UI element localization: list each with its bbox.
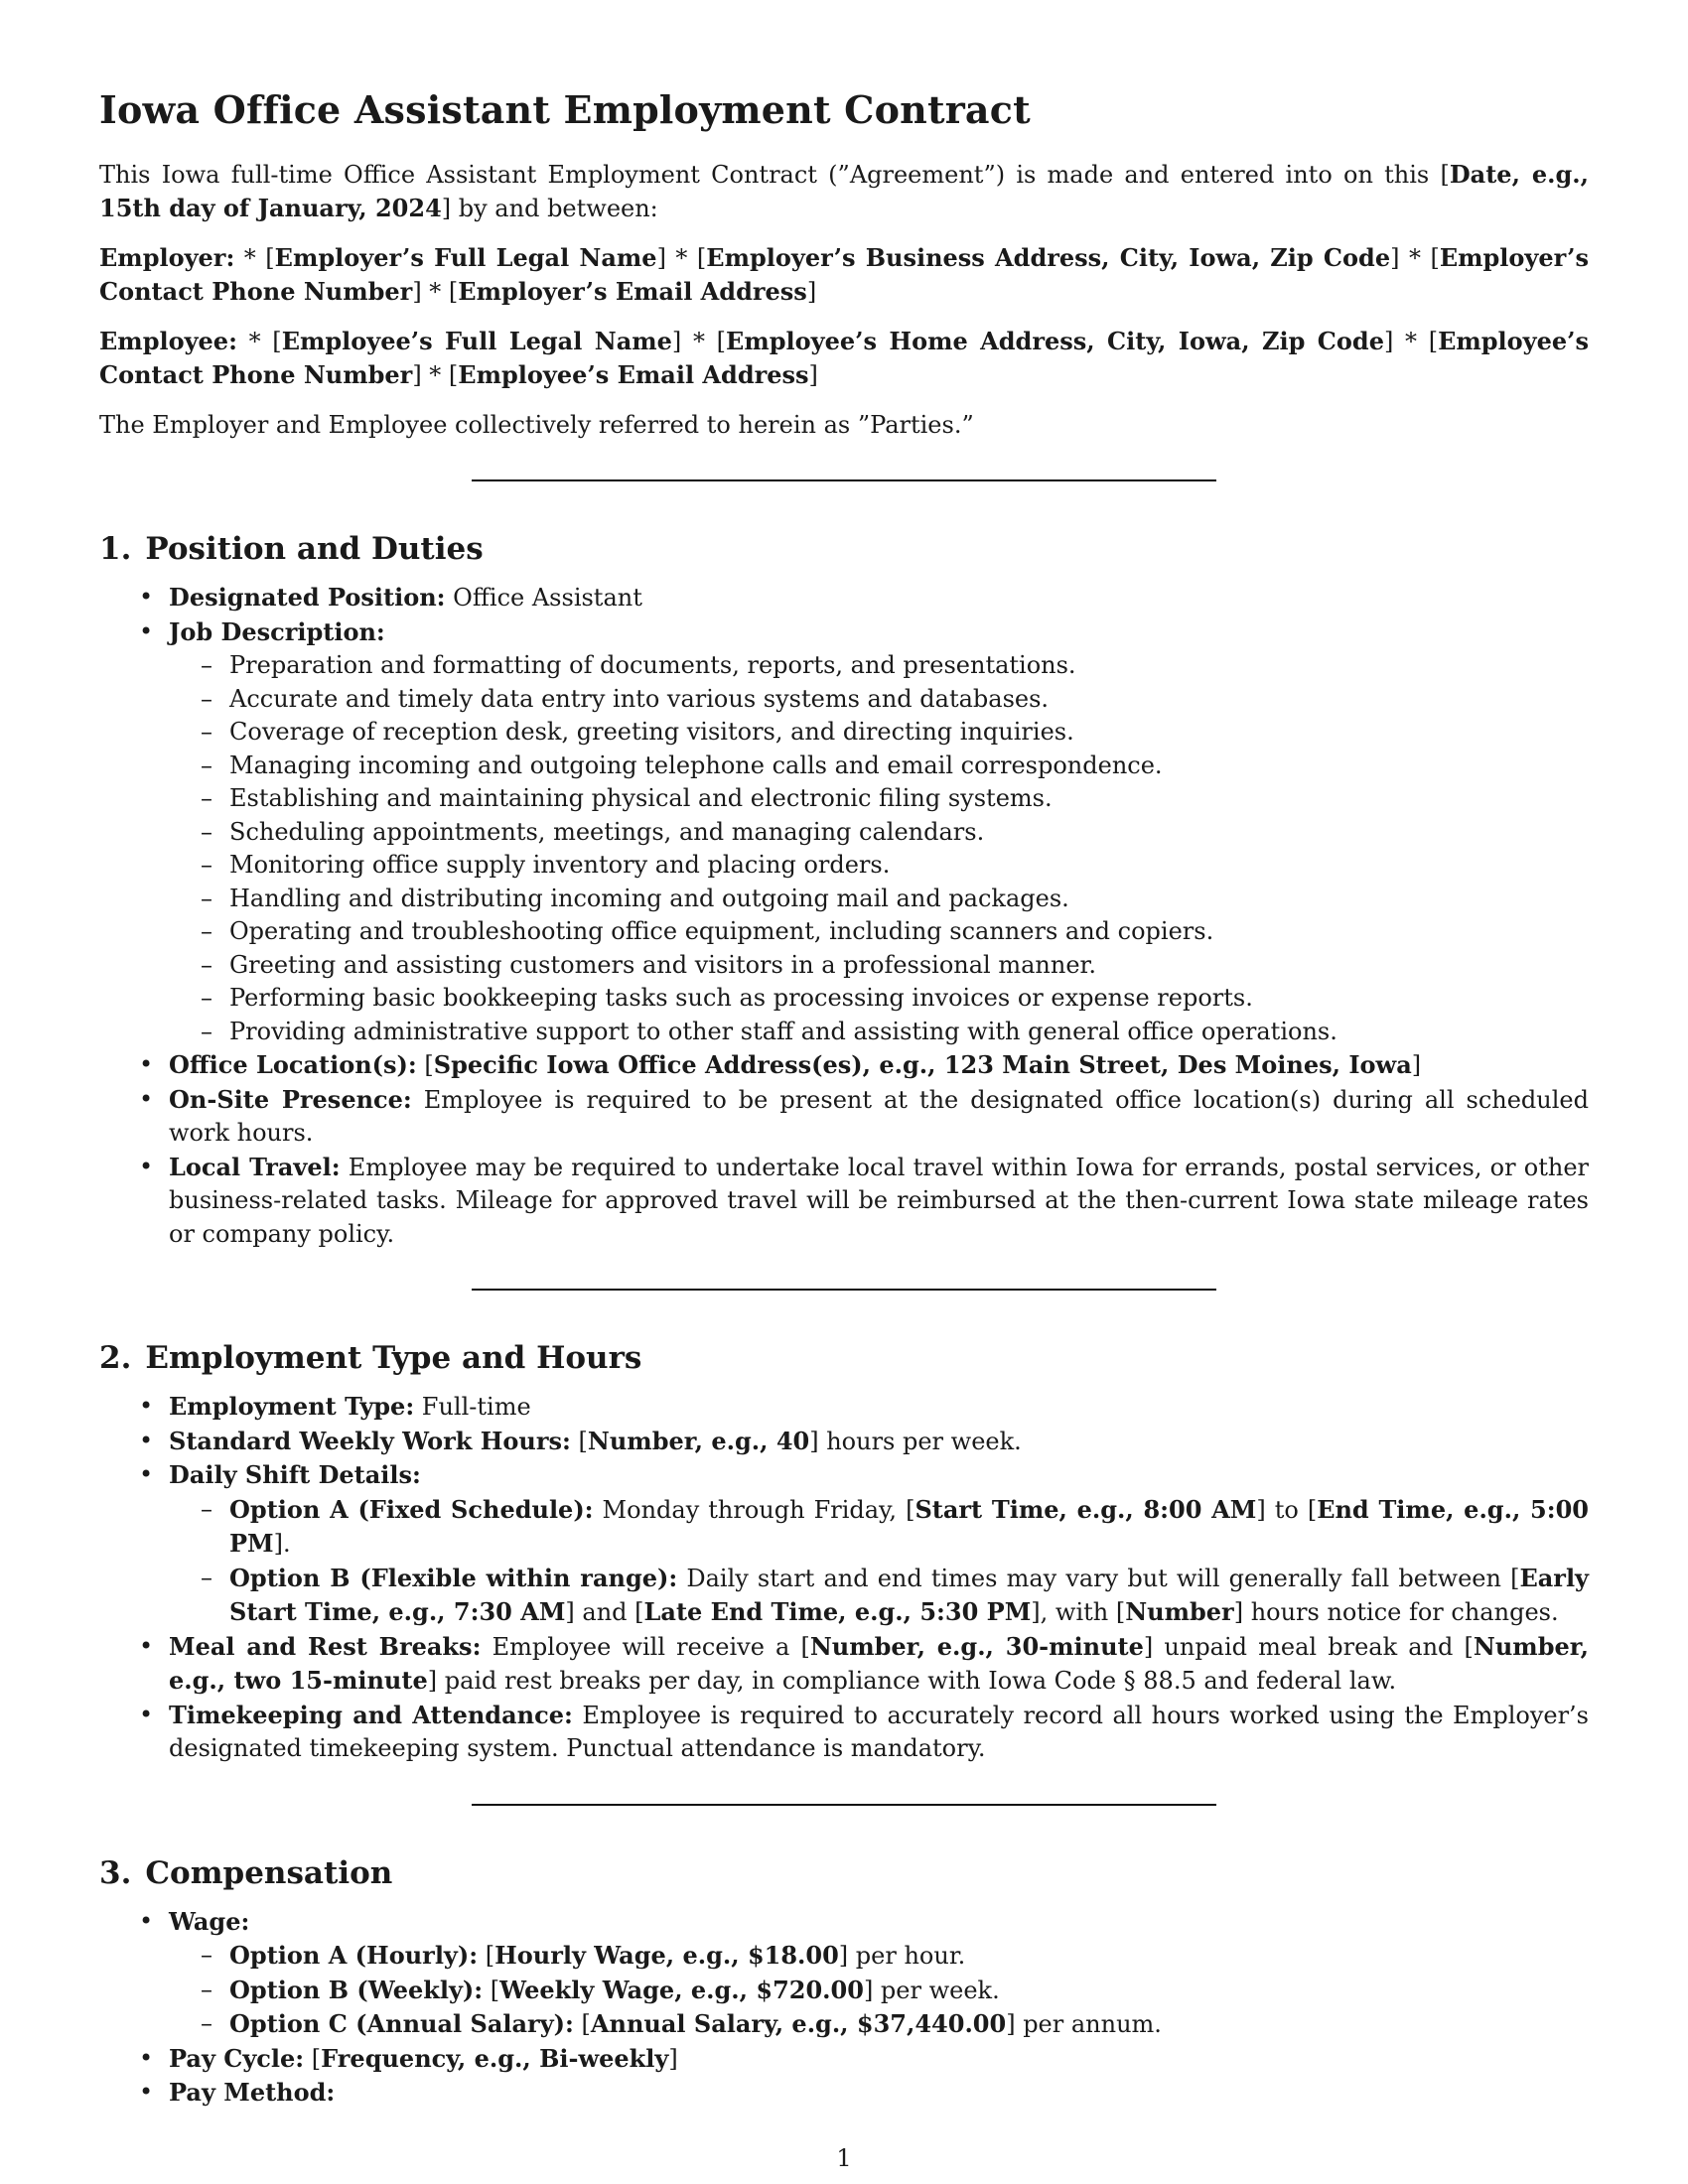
list-item: • On-Site Presence: Employee is required to be present at the designated office location(s) during all scheduled work hours. xyxy=(99,1083,1589,1151)
employee-name: Employee’s Full Legal Name xyxy=(281,327,672,355)
employer-phone: Employer’s Contact Phone Number xyxy=(99,243,1590,306)
employee-label: Employee: xyxy=(99,327,237,355)
section-heading: 3. Compensation xyxy=(99,1854,393,1891)
duty-item: – Coverage of reception desk, greeting visitors, and directing inquiries. xyxy=(169,716,1589,750)
duty-item: – Greeting and assisting customers and visitors in a professional manner. xyxy=(169,949,1589,983)
list-item: • Local Travel: Employee may be required to undertake local travel within Iowa for errands, postal services, or other business-related tasks. Mileage for approved travel will be reimbursed at the then-current Iowa state mileage rates or company policy. xyxy=(99,1151,1589,1252)
shift-option: – Option B (Flexible within range): Daily start and end times may vary but will generally fall between [Early Start Time, e.g., 7:30 AM] and [Late End Time, e.g., 5:30 PM], with [Number] hours notice for changes. xyxy=(169,1562,1589,1630)
list-item: • Wage: – Option A (Hourly): [Hourly Wage, e.g., $18.00] per hour. – Option B (Weekly): [Weekly Wage, e.g., $720.00] per week. – Option C (Annual Salary): [Annual Salary, e.g., $37,440.00] per annum. xyxy=(99,1905,1589,2042)
wage-option: – Option A (Hourly): [Hourly Wage, e.g., $18.00] per hour. xyxy=(169,1939,1589,1974)
duty-item: – Monitoring office supply inventory and placing orders. xyxy=(169,849,1589,883)
employee-address: Employee’s Home Address, City, Iowa, Zip Code xyxy=(726,327,1384,355)
document-title: Iowa Office Assistant Employment Contract xyxy=(99,87,1031,132)
page-number: 1 xyxy=(836,2144,852,2172)
section-heading: 1. Position and Duties xyxy=(99,531,484,567)
duty-item: – Preparation and formatting of documents, reports, and presentations. xyxy=(169,649,1589,683)
employer-block: Employer: * [Employer’s Full Legal Name] * [Employer’s Business Address, City, Iowa, Zip Code] * [Employer’s Contact Phone Number] * [Employer’s Email Address] xyxy=(99,243,1590,306)
contract-page xyxy=(99,87,1589,2111)
section-list xyxy=(99,1905,1589,2111)
duty-item: – Managing incoming and outgoing telephone calls and email correspondence. xyxy=(169,750,1589,783)
duty-item: – Accurate and timely data entry into various systems and databases. xyxy=(169,683,1589,717)
employer-label: Employer: xyxy=(99,243,235,272)
list-item: • Timekeeping and Attendance: Employee is required to accurately record all hours worked using the Employer’s designated timekeeping system. Punctual attendance is mandatory. xyxy=(99,1699,1589,1766)
section-list xyxy=(99,581,1589,1251)
employer-address: Employer’s Business Address, City, Iowa, Zip Code xyxy=(706,243,1391,272)
employee-phone: Employee’s Contact Phone Number xyxy=(99,327,1590,389)
list-item: • Job Description: – Preparation and formatting of documents, reports, and presentations. – Accurate and timely data entry into various systems and databases. – Coverage of reception desk, greeting visitors, and directing inquiries. – Managing incoming and outgoing telephone calls and email correspondence. – Establishing and maintaining physical and electronic filing systems. – Scheduling appointments, meetings, and managing calendars. – Monitoring office supply inventory and placing orders. – Handling and distributing incoming and outgoing mail and packages. – Operating and troubleshooting office equipment, including scanners and copiers. – Greeting and assisting customers and visitors in a professional manner. – Performing basic bookkeeping tasks such as processing invoices or expense reports. – Providing administrative support to other staff and assisting with general office operations. xyxy=(99,615,1589,1049)
duty-item: – Handling and distributing incoming and outgoing mail and packages. xyxy=(169,883,1589,916)
section-divider xyxy=(472,1289,1216,1291)
list-item: • Designated Position: Office Assistant xyxy=(99,581,1589,615)
duty-item: – Operating and troubleshooting office equipment, including scanners and copiers. xyxy=(169,915,1589,949)
section-list xyxy=(99,1390,1589,1766)
list-item: • Meal and Rest Breaks: Employee will receive a [Number, e.g., 30-minute] unpaid meal break and [Number, e.g., two 15-minute] paid rest breaks per day, in compliance with Iowa Code § 88.5 and federal law. xyxy=(99,1630,1589,1699)
section-heading: 2. Employment Type and Hours xyxy=(99,1340,642,1376)
wage-options-list xyxy=(169,1939,1589,2042)
parties-paragraph: The Employer and Employee collectively referred to herein as ”Parties.” xyxy=(99,411,974,439)
duty-item: – Performing basic bookkeeping tasks such as processing invoices or expense reports. xyxy=(169,982,1589,1016)
list-item: • Standard Weekly Work Hours: [Number, e.g., 40] hours per week. xyxy=(99,1425,1589,1459)
list-item: • Daily Shift Details: – Option A (Fixed Schedule): Monday through Friday, [Start Time, e.g., 8:00 AM] to [End Time, e.g., 5:00 PM]. – Option B (Flexible within range): Daily start and end times may vary but will generally fall between [Early Start Time, e.g., 7:30 AM] and [Late End Time, e.g., 5:30 PM], with [Number] hours notice for changes. xyxy=(99,1458,1589,1630)
duty-item: – Scheduling appointments, meetings, and managing calendars. xyxy=(169,816,1589,850)
list-item: • Office Location(s): [Specific Iowa Office Address(es), e.g., 123 Main Street, Des Moines, Iowa] xyxy=(99,1048,1589,1083)
wage-option: – Option B (Weekly): [Weekly Wage, e.g., $720.00] per week. xyxy=(169,1974,1589,2008)
shift-option: – Option A (Fixed Schedule): Monday through Friday, [Start Time, e.g., 8:00 AM] to [End Time, e.g., 5:00 PM]. xyxy=(169,1493,1589,1562)
employee-block: Employee: * [Employee’s Full Legal Name] * [Employee’s Home Address, City, Iowa, Zip Code] * [Employee’s Contact Phone Number] * [Employee’s Email Address] xyxy=(99,327,1590,389)
section-divider xyxy=(472,479,1216,481)
date-placeholder: Date, e.g., 15th day of January, 2024 xyxy=(99,160,1589,222)
duties-list xyxy=(169,649,1589,1048)
intro-paragraph: This Iowa full-time Office Assistant Employment Contract (”Agreement”) is made and entered into on this [Date, e.g., 15th day of January, 2024] by and between: xyxy=(99,160,1589,222)
list-item: • Employment Type: Full-time xyxy=(99,1390,1589,1425)
employer-name: Employer’s Full Legal Name xyxy=(274,243,657,272)
shift-options-list xyxy=(169,1493,1589,1630)
section-divider xyxy=(472,1804,1216,1806)
duty-item: – Establishing and maintaining physical and electronic filing systems. xyxy=(169,782,1589,816)
list-item: • Pay Cycle: [Frequency, e.g., Bi-weekly] xyxy=(99,2042,1589,2077)
employer-email: Employer’s Email Address xyxy=(458,277,807,306)
wage-option: – Option C (Annual Salary): [Annual Salary, e.g., $37,440.00] per annum. xyxy=(169,2007,1589,2042)
duty-item: – Providing administrative support to other staff and assisting with general office operations. xyxy=(169,1016,1589,1049)
employee-email: Employee’s Email Address xyxy=(458,360,809,389)
list-item: • Pay Method: xyxy=(99,2076,1589,2111)
